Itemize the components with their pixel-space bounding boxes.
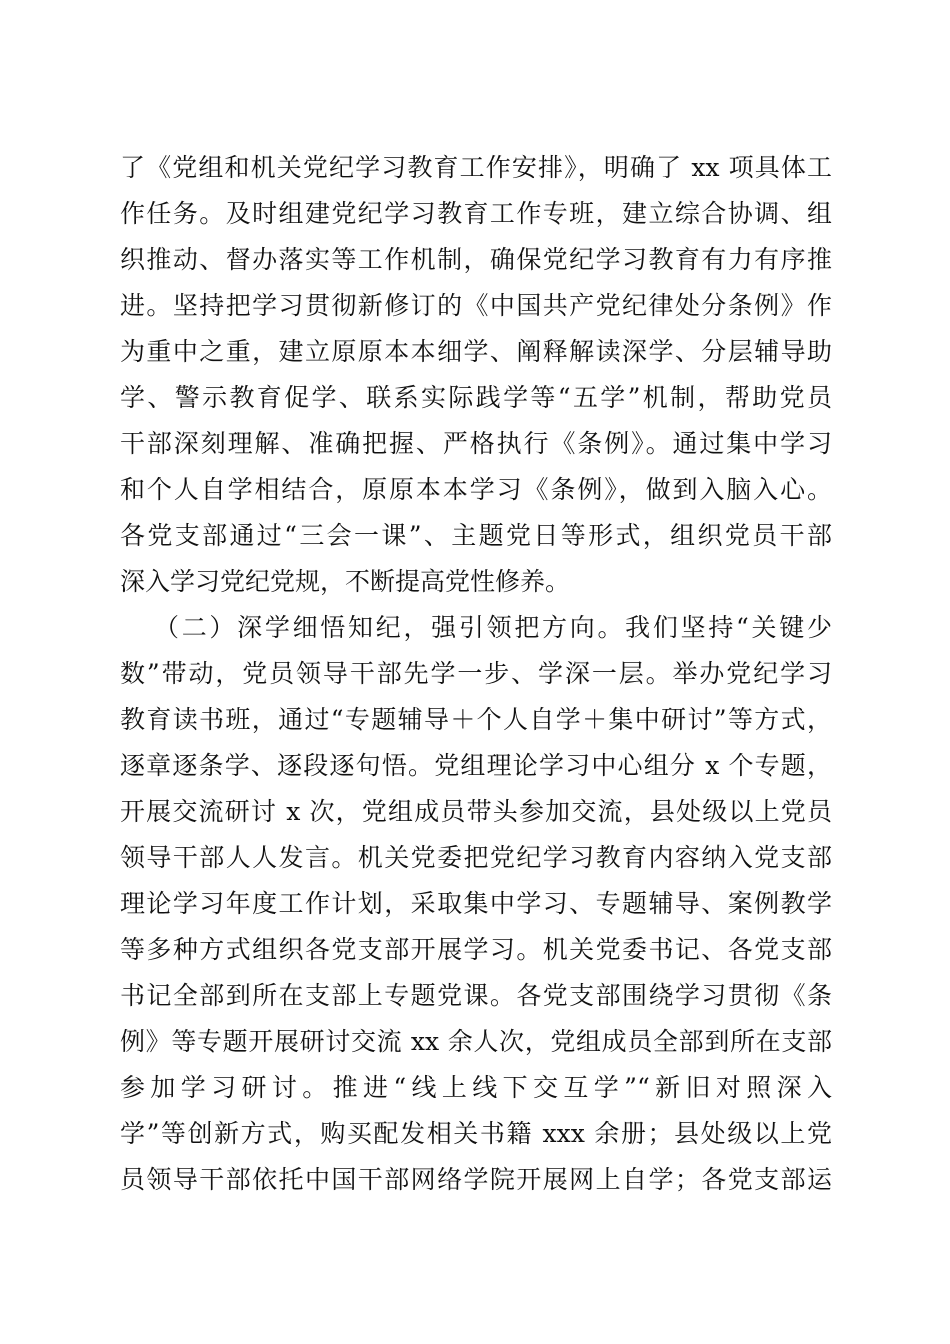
text-line: 和个人自学相结合，原原本本学习《条例》，做到入脑入心。 — [120, 475, 832, 504]
document-body — [120, 145, 832, 1203]
text-line: 深入学习党纪党规，不断提高党性修养。 — [120, 567, 571, 596]
text-line: 为重中之重，建立原原本本细学、阐释解读深学、分层辅导助 — [120, 337, 832, 366]
text-line: 学、警示教育促学、联系实际践学等“五学”机制，帮助党员 — [120, 383, 832, 412]
text-line: 参加学习研讨。推进“线上线下交互学”“新旧对照深入 — [120, 1073, 832, 1102]
text-line: 干部深刻理解、准确把握、严格执行《条例》。通过集中学习 — [120, 429, 832, 458]
text-line: 例》等专题开展研讨交流 xx 余人次，党组成员全部到所在支部 — [120, 1027, 832, 1056]
text-line: 数”带动，党员领导干部先学一步、学深一层。举办党纪学习 — [120, 659, 832, 688]
text-line: 作任务。及时组建党纪学习教育工作专班，建立综合协调、组 — [120, 199, 832, 228]
text-line: 进。坚持把学习贯彻新修订的《中国共产党纪律处分条例》作 — [120, 291, 832, 320]
paragraph-2 — [120, 605, 832, 1203]
text-line: 了《党组和机关党纪学习教育工作安排》，明确了 xx 项具体工 — [120, 153, 832, 182]
text-line: 开展交流研讨 x 次，党组成员带头参加交流，县处级以上党员 — [120, 797, 832, 826]
text-line: 织推动、督办落实等工作机制，确保党纪学习教育有力有序推 — [120, 245, 832, 274]
text-line: 领导干部人人发言。机关党委把党纪学习教育内容纳入党支部 — [120, 843, 832, 872]
text-line: 等多种方式组织各党支部开展学习。机关党委书记、各党支部 — [120, 935, 832, 964]
text-line: 员领导干部依托中国干部网络学院开展网上自学；各党支部运 — [120, 1165, 832, 1194]
text-line: 学”等创新方式，购买配发相关书籍 xxx 余册；县处级以上党 — [120, 1119, 832, 1148]
text-line: 书记全部到所在支部上专题党课。各党支部围绕学习贯彻《条 — [120, 981, 832, 1010]
paragraph-1 — [120, 145, 832, 605]
section-heading-line: （二）深学细悟知纪，强引领把方向。我们坚持“关键少 — [154, 613, 832, 642]
text-line: 教育读书班，通过“专题辅导＋个人自学＋集中研讨”等方式， — [120, 705, 832, 734]
text-line: 理论学习年度工作计划，采取集中学习、专题辅导、案例教学 — [120, 889, 832, 918]
text-line: 逐章逐条学、逐段逐句悟。党组理论学习中心组分 x 个专题， — [120, 751, 832, 780]
text-line: 各党支部通过“三会一课”、主题党日等形式，组织党员干部 — [120, 521, 832, 550]
